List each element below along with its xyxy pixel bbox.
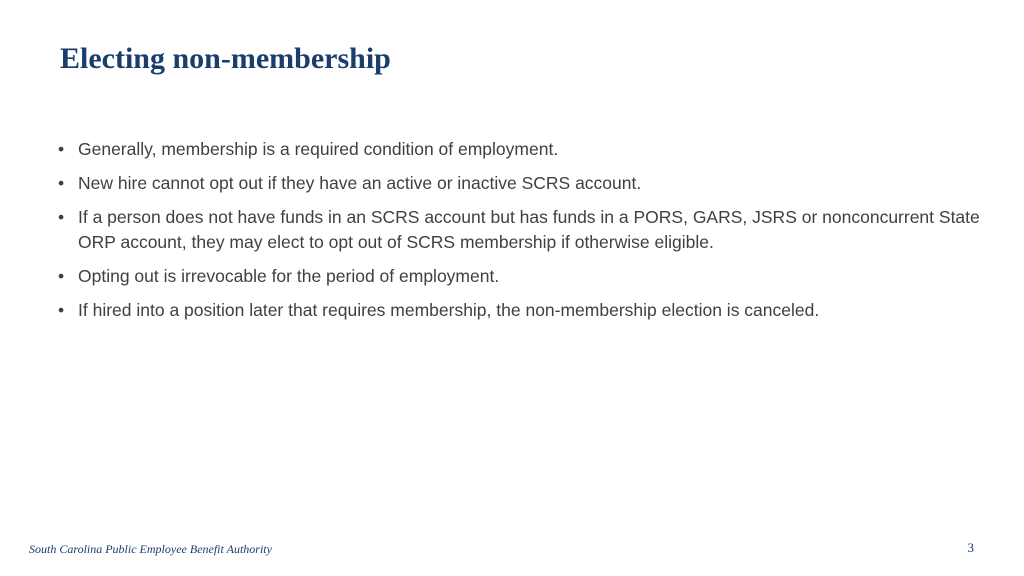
bullet-text: If a person does not have funds in an SCRS account but has funds in a PORS, GARS, JSRS or nonconcurrent State ORP account, they may elect to opt out of SCRS membership if otherwise eligible. (78, 207, 980, 252)
page-number: 3 (967, 540, 974, 555)
bullet-dot-icon: • (58, 207, 65, 227)
bullet-text: Generally, membership is a required condition of employment. (78, 139, 559, 159)
bullet-dot-icon: • (58, 173, 65, 193)
bullet-text: New hire cannot opt out if they have an active or inactive SCRS account. (78, 173, 642, 193)
bullet-item (57, 171, 997, 196)
bullet-text: Opting out is irrevocable for the period of employment. (78, 266, 500, 286)
footer-organization: South Carolina Public Employee Benefit Authority (29, 542, 272, 556)
bullet-text: If hired into a position later that requires membership, the non-membership election is canceled. (78, 300, 820, 320)
bullet-list (57, 137, 997, 332)
bullet-dot-icon: • (58, 266, 65, 286)
slide-title: Electing non-membership (60, 42, 391, 75)
bullet-dot-icon: • (58, 300, 65, 320)
bullet-item (57, 298, 997, 323)
bullet-dot-icon: • (58, 139, 65, 159)
bullet-item (57, 264, 997, 289)
bullet-item (57, 137, 997, 162)
bullet-item (57, 205, 997, 255)
